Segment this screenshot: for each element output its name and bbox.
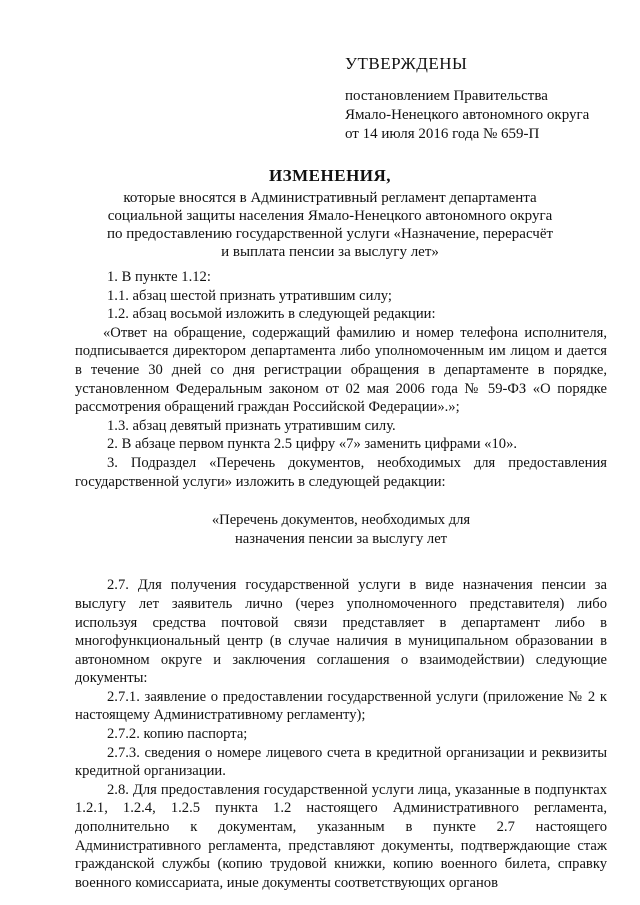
title-line: и выплата пенсии за выслугу лет»: [221, 244, 439, 260]
paragraph-2-7-2: 2.7.2. копию паспорта;: [107, 726, 248, 743]
title-line: которые вносятся в Административный регламент департамента: [123, 190, 537, 206]
subsection-heading-line: назначения пенсии за выслугу лет: [234, 530, 448, 547]
title-line: по предоставлению государственной услуги «Назначение, перерасчёт: [106, 226, 554, 242]
title-line: социальной защиты населения Ямало-Ненецкого автономного округа: [107, 208, 553, 224]
document-body: [75, 268, 607, 892]
paragraph-1-2: 1.2. абзац восьмой изложить в следующей редакции:: [107, 306, 436, 323]
subsection-heading-line: «Перечень документов, необходимых для: [211, 512, 471, 529]
approval-line: от 14 июля 2016 года № 659-П: [345, 126, 540, 142]
paragraph-1-3: 1.3. абзац девятый признать утратившим силу.: [107, 417, 396, 434]
paragraph-3: 3. Подраздел «Перечень документов, необходимых для предоставления государственной услуги» изложить в следующей редакции:: [75, 454, 607, 490]
title-heading: ИЗМЕНЕНИЯ,: [268, 166, 392, 185]
paragraph-2-8: 2.8. Для предоставления государственной услуги лица, указанные в подпунктах 1.2.1, 1.2.4, 1.2.5 пункта 1.2 настоящего Административного регламента, дополнительно к документам, указанным в пункте 2.7 настоящего Административного регламента, представляют документы, подтверждающие стаж гражданской службы (копию трудовой книжки, копию военного билета, справку военного комиссариата, иные документы соответствующих органов: [75, 781, 607, 891]
document-title: [60, 167, 600, 261]
approval-heading: УТВЕРЖДЕНЫ: [345, 54, 468, 73]
paragraph-2-7-1: 2.7.1. заявление о предоставлении государственной услуги (приложение № 2 к настоящему Административному регламенту);: [75, 688, 607, 724]
paragraph-2: 2. В абзаце первом пункта 2.5 цифру «7» заменить цифрами «10».: [107, 436, 518, 453]
quoted-paragraph: «Ответ на обращение, содержащий фамилию и номер телефона исполнителя, подписывается директором департамента либо уполномоченным им лицом и дается в течение 30 дней со дня регистрации обращения в департаменте в порядке, установленном Федеральным законом от 02 мая 2006 года № 59-ФЗ «О порядке рассмотрения обращений граждан Российской Федерации».»;: [75, 324, 607, 416]
approval-block: [345, 54, 625, 144]
paragraph-2-7: 2.7. Для получения государственной услуги в виде назначения пенсии за выслугу лет заявитель лично (через уполномоченного представителя) либо используя средства почтовой связи представляет в департамент либо в многофункциональный центр (в случае наличия в муниципальном образовании в автономном округе и заключения соглашения о взаимодействии) следующие документы:: [75, 577, 607, 687]
paragraph-1-1: 1.1. абзац шестой признать утратившим силу;: [107, 287, 392, 304]
paragraph-1: 1. В пункте 1.12:: [107, 269, 211, 285]
paragraph-2-7-3: 2.7.3. сведения о номере лицевого счета в кредитной организации и реквизиты кредитной организации.: [75, 744, 607, 780]
subsection-heading: [75, 511, 607, 548]
approval-line: Ямало-Ненецкого автономного округа: [345, 107, 590, 123]
approval-line: постановлением Правительства: [345, 88, 548, 104]
